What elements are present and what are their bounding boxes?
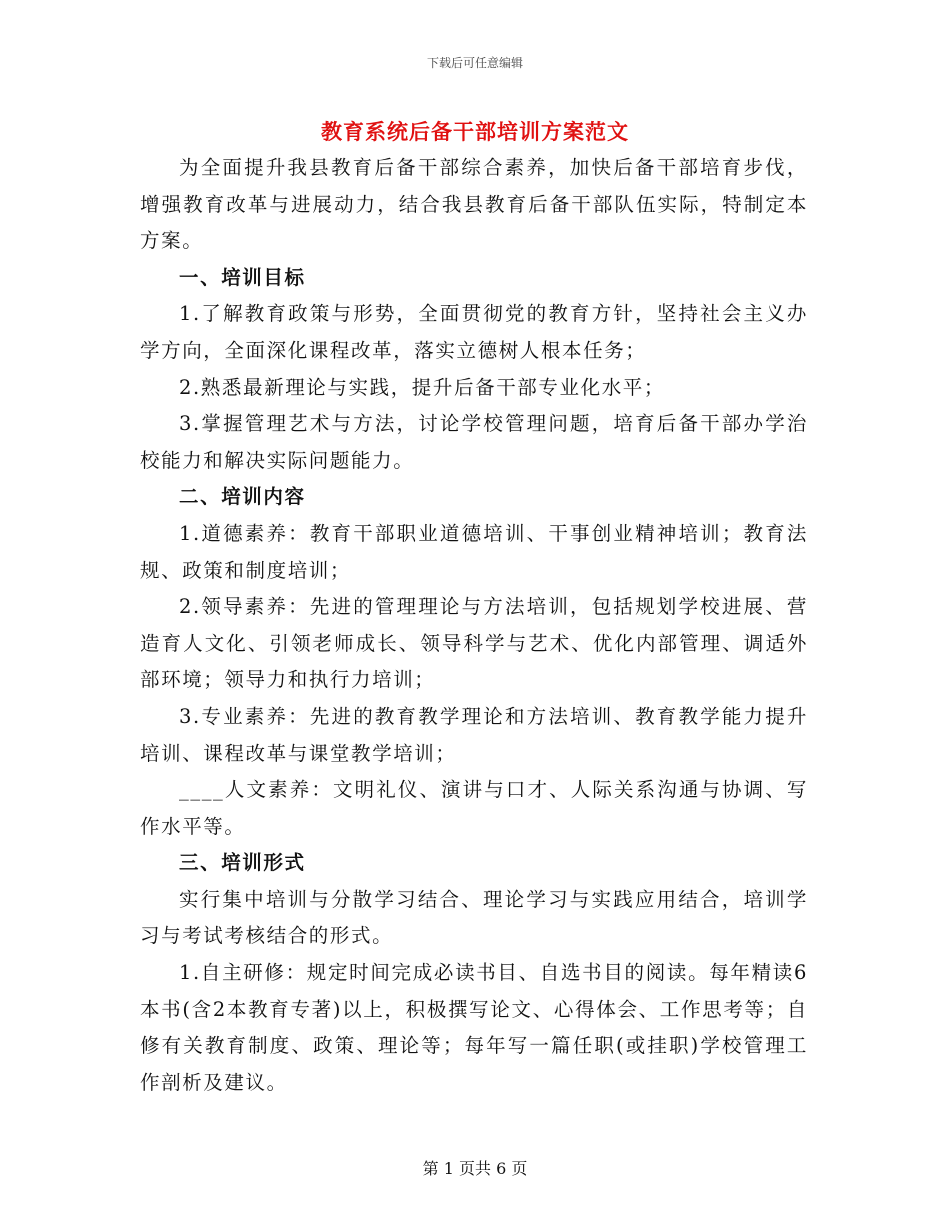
page-header: 下载后可任意编辑 (426, 56, 523, 70)
format-item-1: 1.自主研修：规定时间完成必读书目、自选书目的阅读。每年精读6本书(含2本教育专著)以上，积极撰写论文、心得体会、工作思考等；自修有关教育制度、政策、理论等；每年写一篇任职(或挂职)学校管理工作剖析及建议。 (140, 961, 808, 1094)
section-heading-content: 二、培训内容 (179, 485, 306, 509)
goal-item-1: 1.了解教育政策与形势，全面贯彻党的教育方针，坚持社会主义办学方向，全面深化课程改革，落实立德树人根本任务； (140, 302, 808, 362)
document-title: 教育系统后备干部培训方案范文 (321, 119, 629, 144)
content-item-3: 3.专业素养：先进的教育教学理论和方法培训、教育教学能力提升培训、课程改革与课堂教学培训； (140, 704, 808, 765)
page-footer: 第 1 页共 6 页 (422, 1159, 528, 1178)
goal-item-2: 2.熟悉最新理论与实践，提升后备干部专业化水平； (179, 375, 666, 399)
section-heading-goals: 一、培训目标 (179, 265, 306, 289)
format-intro: 实行集中培训与分散学习结合、理论学习与实践应用结合，培训学习与考试考核结合的形式。 (140, 887, 808, 948)
content-item-2: 2.领导素养：先进的管理理论与方法培训，包括规划学校进展、营造育人文化、引领老师成长、领导科学与艺术、优化内部管理、调适外部环境；领导力和执行力培训； (140, 595, 808, 692)
goal-item-3: 3.掌握管理艺术与方法，讨论学校管理问题，培育后备干部办学治校能力和解决实际问题能力。 (140, 412, 808, 472)
document-body (140, 150, 808, 1101)
section-heading-format: 三、培训形式 (179, 851, 306, 875)
content-item-4: ____人文素养：文明礼仪、演讲与口才、人际关系沟通与协调、写作水平等。 (140, 778, 808, 838)
intro-paragraph: 为全面提升我县教育后备干部综合素养，加快后备干部培育步伐，增强教育改革与进展动力，结合我县教育后备干部队伍实际，特制定本方案。 (140, 156, 808, 253)
content-item-1: 1.道德素养：教育干部职业道德培训、干事创业精神培训；教育法规、政策和制度培训； (140, 521, 808, 582)
